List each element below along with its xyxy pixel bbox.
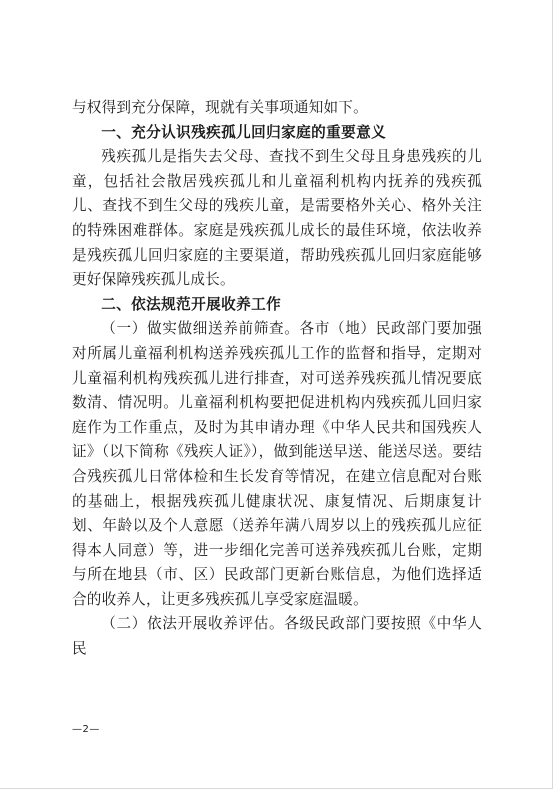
paragraph-continuation: 与权得到充分保障，现就有关事项通知如下。 [72, 99, 368, 116]
section-heading-1: 一、充分认识残疾孤儿回归家庭的重要意义 [101, 123, 387, 141]
page-number: —2— [72, 724, 100, 735]
document-body [72, 96, 482, 662]
paragraph-screening: （一）做实做细送养前筛查。各市（地）民政部门要加强对所属儿童福利机构送养残疾孤儿工作的监督和指导，定期对儿童福利机构残疾孤儿进行排查，对可送养残疾孤儿情况要底数清、情况明。儿童福利机构要把促进机构内残疾孤儿回归家庭作为工作重点，及时为其申请办理《中华人民共和国残疾人证》（以下简称《残疾人证》），做到能送早送、能送尽送。要结合残疾孤儿日常体检和生长发育等情况，在建立信息配对台账的基础上，根据残疾孤儿健康状况、康复情况、后期康复计划、年龄以及个人意愿（送养年满八周岁以上的残疾孤儿应征得本人同意）等，进一步细化完善可送养残疾孤儿台账，定期与所在地县（市、区）民政部门更新台账信息，为他们选择适合的收养人，让更多残疾孤儿享受家庭温暖。 [72, 320, 482, 608]
paragraph-evaluation: （二）依法开展收养评估。各级民政部门要按照《中华人民 [72, 615, 482, 658]
section-heading-2: 二、依法规范开展收养工作 [101, 295, 282, 313]
paragraph-definition: 残疾孤儿是指失去父母、查找不到生父母且身患残疾的儿童，包括社会散居残疾孤儿和儿童福利机构内抚养的残疾孤儿、查找不到生父母的残疾儿童，是需要格外关心、格外关注的特殊困难群体。家庭是残疾孤儿成长的最佳环境，依法收养是残疾孤儿回归家庭的主要渠道，帮助残疾孤儿回归家庭能够更好保障残疾孤儿成长。 [72, 148, 482, 289]
